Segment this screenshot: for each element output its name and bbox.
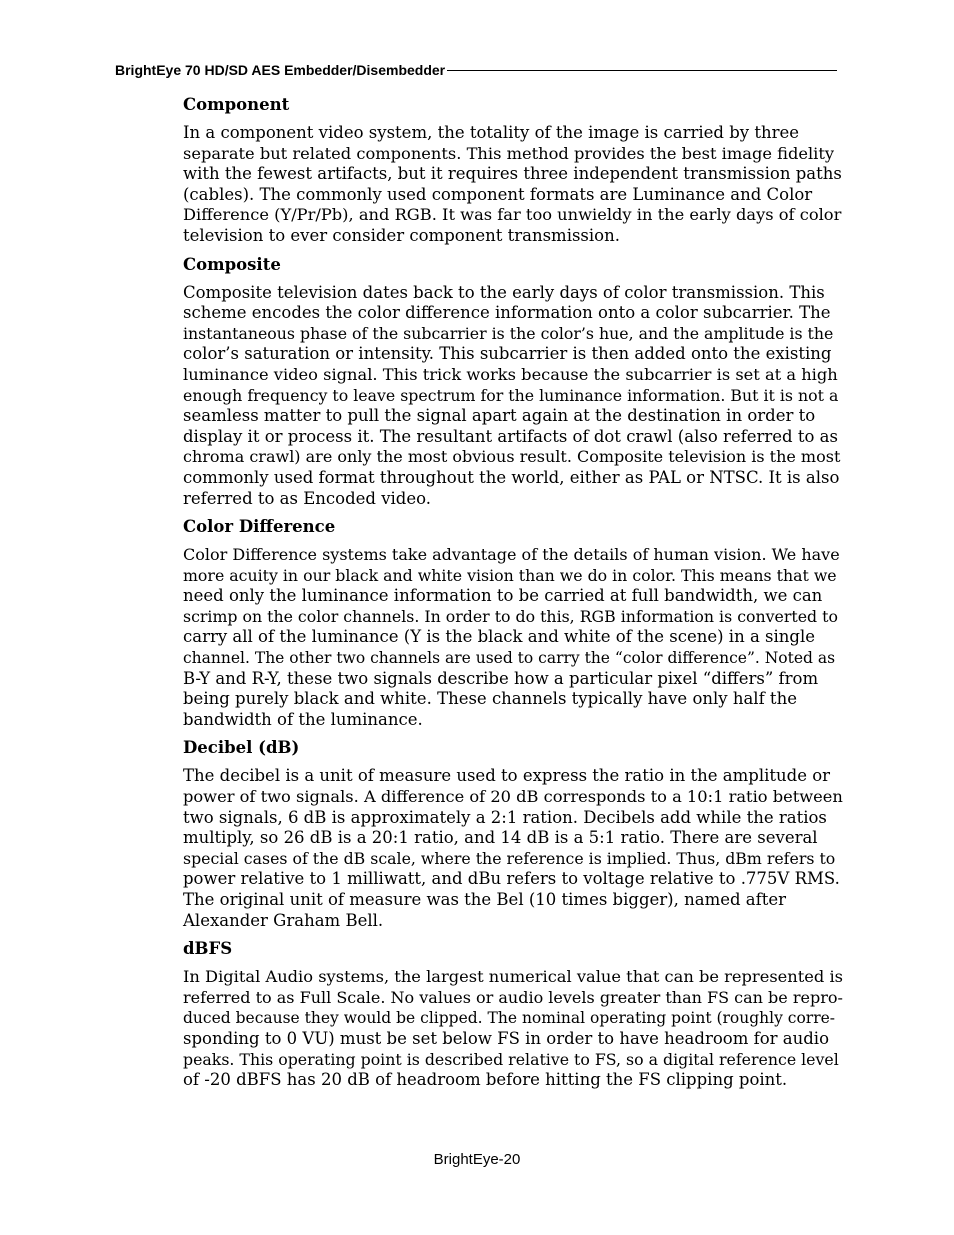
text-line: channel. The other two channels are used to carry the “color difference”. Noted as	[183, 649, 836, 668]
text-line: In a component video system, the totality of the image is carried by three	[183, 123, 800, 142]
main-content	[183, 95, 843, 1099]
text-line: seamless matter to pull the signal apart again at the destination in order to	[183, 406, 816, 426]
text-line: B-Y and R-Y, these two signals describe how a particular pixel “differs” from	[183, 668, 819, 688]
text-line: carry all of the luminance (Y is the black and white of the scene) in a single	[183, 627, 816, 647]
section-paragraph	[183, 766, 843, 931]
text-line: referred to as Encoded video.	[183, 488, 432, 508]
text-line: with the fewest artifacts, but it requires three independent transmission paths	[183, 164, 842, 184]
section-heading: dBFS	[183, 939, 233, 959]
section-heading: Decibel (dB)	[183, 738, 300, 758]
section-paragraph	[183, 967, 843, 1091]
section-heading: Color Difference	[183, 517, 336, 537]
section-paragraph	[183, 123, 843, 247]
section-color-difference	[183, 517, 843, 730]
text-line: Alexander Graham Bell.	[183, 910, 384, 930]
text-line: two signals, 6 dB is approximately a 2:1 ration. Decibels add while the ratios	[183, 807, 827, 827]
section-paragraph	[183, 545, 843, 730]
text-line: special cases of the dB scale, where the reference is implied. Thus, dBm refers to	[183, 848, 836, 868]
text-line: luminance video signal. This trick works because the subcarrier is set at a high	[183, 364, 838, 384]
text-line: color’s saturation or intensity. This subcarrier is then added onto the existing	[183, 344, 832, 364]
text-line: display it or process it. The resultant artifacts of dot crawl (also referred to as	[183, 426, 838, 446]
text-line: The decibel is a unit of measure used to express the ratio in the amplitude or	[183, 766, 831, 786]
header-rule	[447, 70, 837, 71]
text-line: of -20 dBFS has 20 dB of headroom before hitting the FS clipping point.	[183, 1070, 788, 1090]
text-line: television to ever consider component transmission.	[183, 225, 620, 245]
text-line: multiply, so 26 dB is a 20:1 ratio, and 14 dB is a 5:1 ratio. There are several	[183, 828, 818, 848]
text-line: The original unit of measure was the Bel (10 times bigger), named after	[183, 890, 787, 909]
section-heading: Component	[183, 95, 290, 114]
document-title: BrightEye 70 HD/SD AES Embedder/Disembedder	[115, 62, 446, 78]
text-line: scrimp on the color channels. In order to do this, RGB information is converted to	[183, 606, 838, 626]
text-line: chroma crawl) are only the most obvious result. Composite television is the most	[183, 447, 841, 467]
text-line: peaks. This operating point is described relative to FS, so a digital reference level	[183, 1049, 839, 1069]
section-paragraph	[183, 283, 843, 510]
section-decibel	[183, 738, 843, 931]
section-dbfs	[183, 939, 843, 1091]
text-line: bandwidth of the luminance.	[183, 709, 423, 729]
text-line: commonly used format throughout the world, either as PAL or NTSC. It is also	[183, 467, 840, 487]
text-line: referred to as Full Scale. No values or audio levels greater than FS can be repro-	[183, 987, 843, 1007]
text-line: Difference (Y/Pr/Pb), and RGB. It was far too unwieldy in the early days of color	[183, 205, 842, 225]
text-line: more acuity in our black and white vision than we do in color. This means that we	[183, 565, 837, 585]
text-line: power relative to 1 milliwatt, and dBu refers to voltage relative to .775V RMS.	[183, 869, 840, 889]
text-line: Color Difference systems take advantage of the details of human vision. We have	[183, 545, 840, 565]
text-line: sponding to 0 VU) must be set below FS in order to have headroom for audio	[183, 1028, 829, 1048]
text-line: instantaneous phase of the subcarrier is the color’s hue, and the amplitude is the	[183, 323, 834, 343]
page-number: BrightEye-20	[433, 1151, 521, 1168]
section-composite	[183, 255, 843, 510]
text-line: enough frequency to leave spectrum for the luminance information. But it is not a	[183, 385, 839, 405]
text-line: duced because they would be clipped. The nominal operating point (roughly corre-	[183, 1009, 836, 1028]
section-heading: Composite	[183, 254, 281, 274]
section-component	[183, 95, 843, 247]
text-line: (cables). The commonly used component formats are Luminance and Color	[183, 184, 813, 204]
text-line: scheme encodes the color difference information onto a color subcarrier. The	[183, 303, 831, 323]
text-line: In Digital Audio systems, the largest numerical value that can be represented is	[183, 967, 843, 987]
text-line: power of two signals. A difference of 20 dB corresponds to a 10:1 ratio between	[183, 787, 843, 807]
text-line: Composite television dates back to the early days of color transmission. This	[183, 282, 825, 302]
running-header	[115, 62, 837, 78]
text-line: need only the luminance information to be carried at full bandwidth, we can	[183, 586, 823, 606]
text-line: separate but related components. This method provides the best image fidelity	[183, 143, 835, 163]
text-line: being purely black and white. These channels typically have only half the	[183, 689, 797, 709]
